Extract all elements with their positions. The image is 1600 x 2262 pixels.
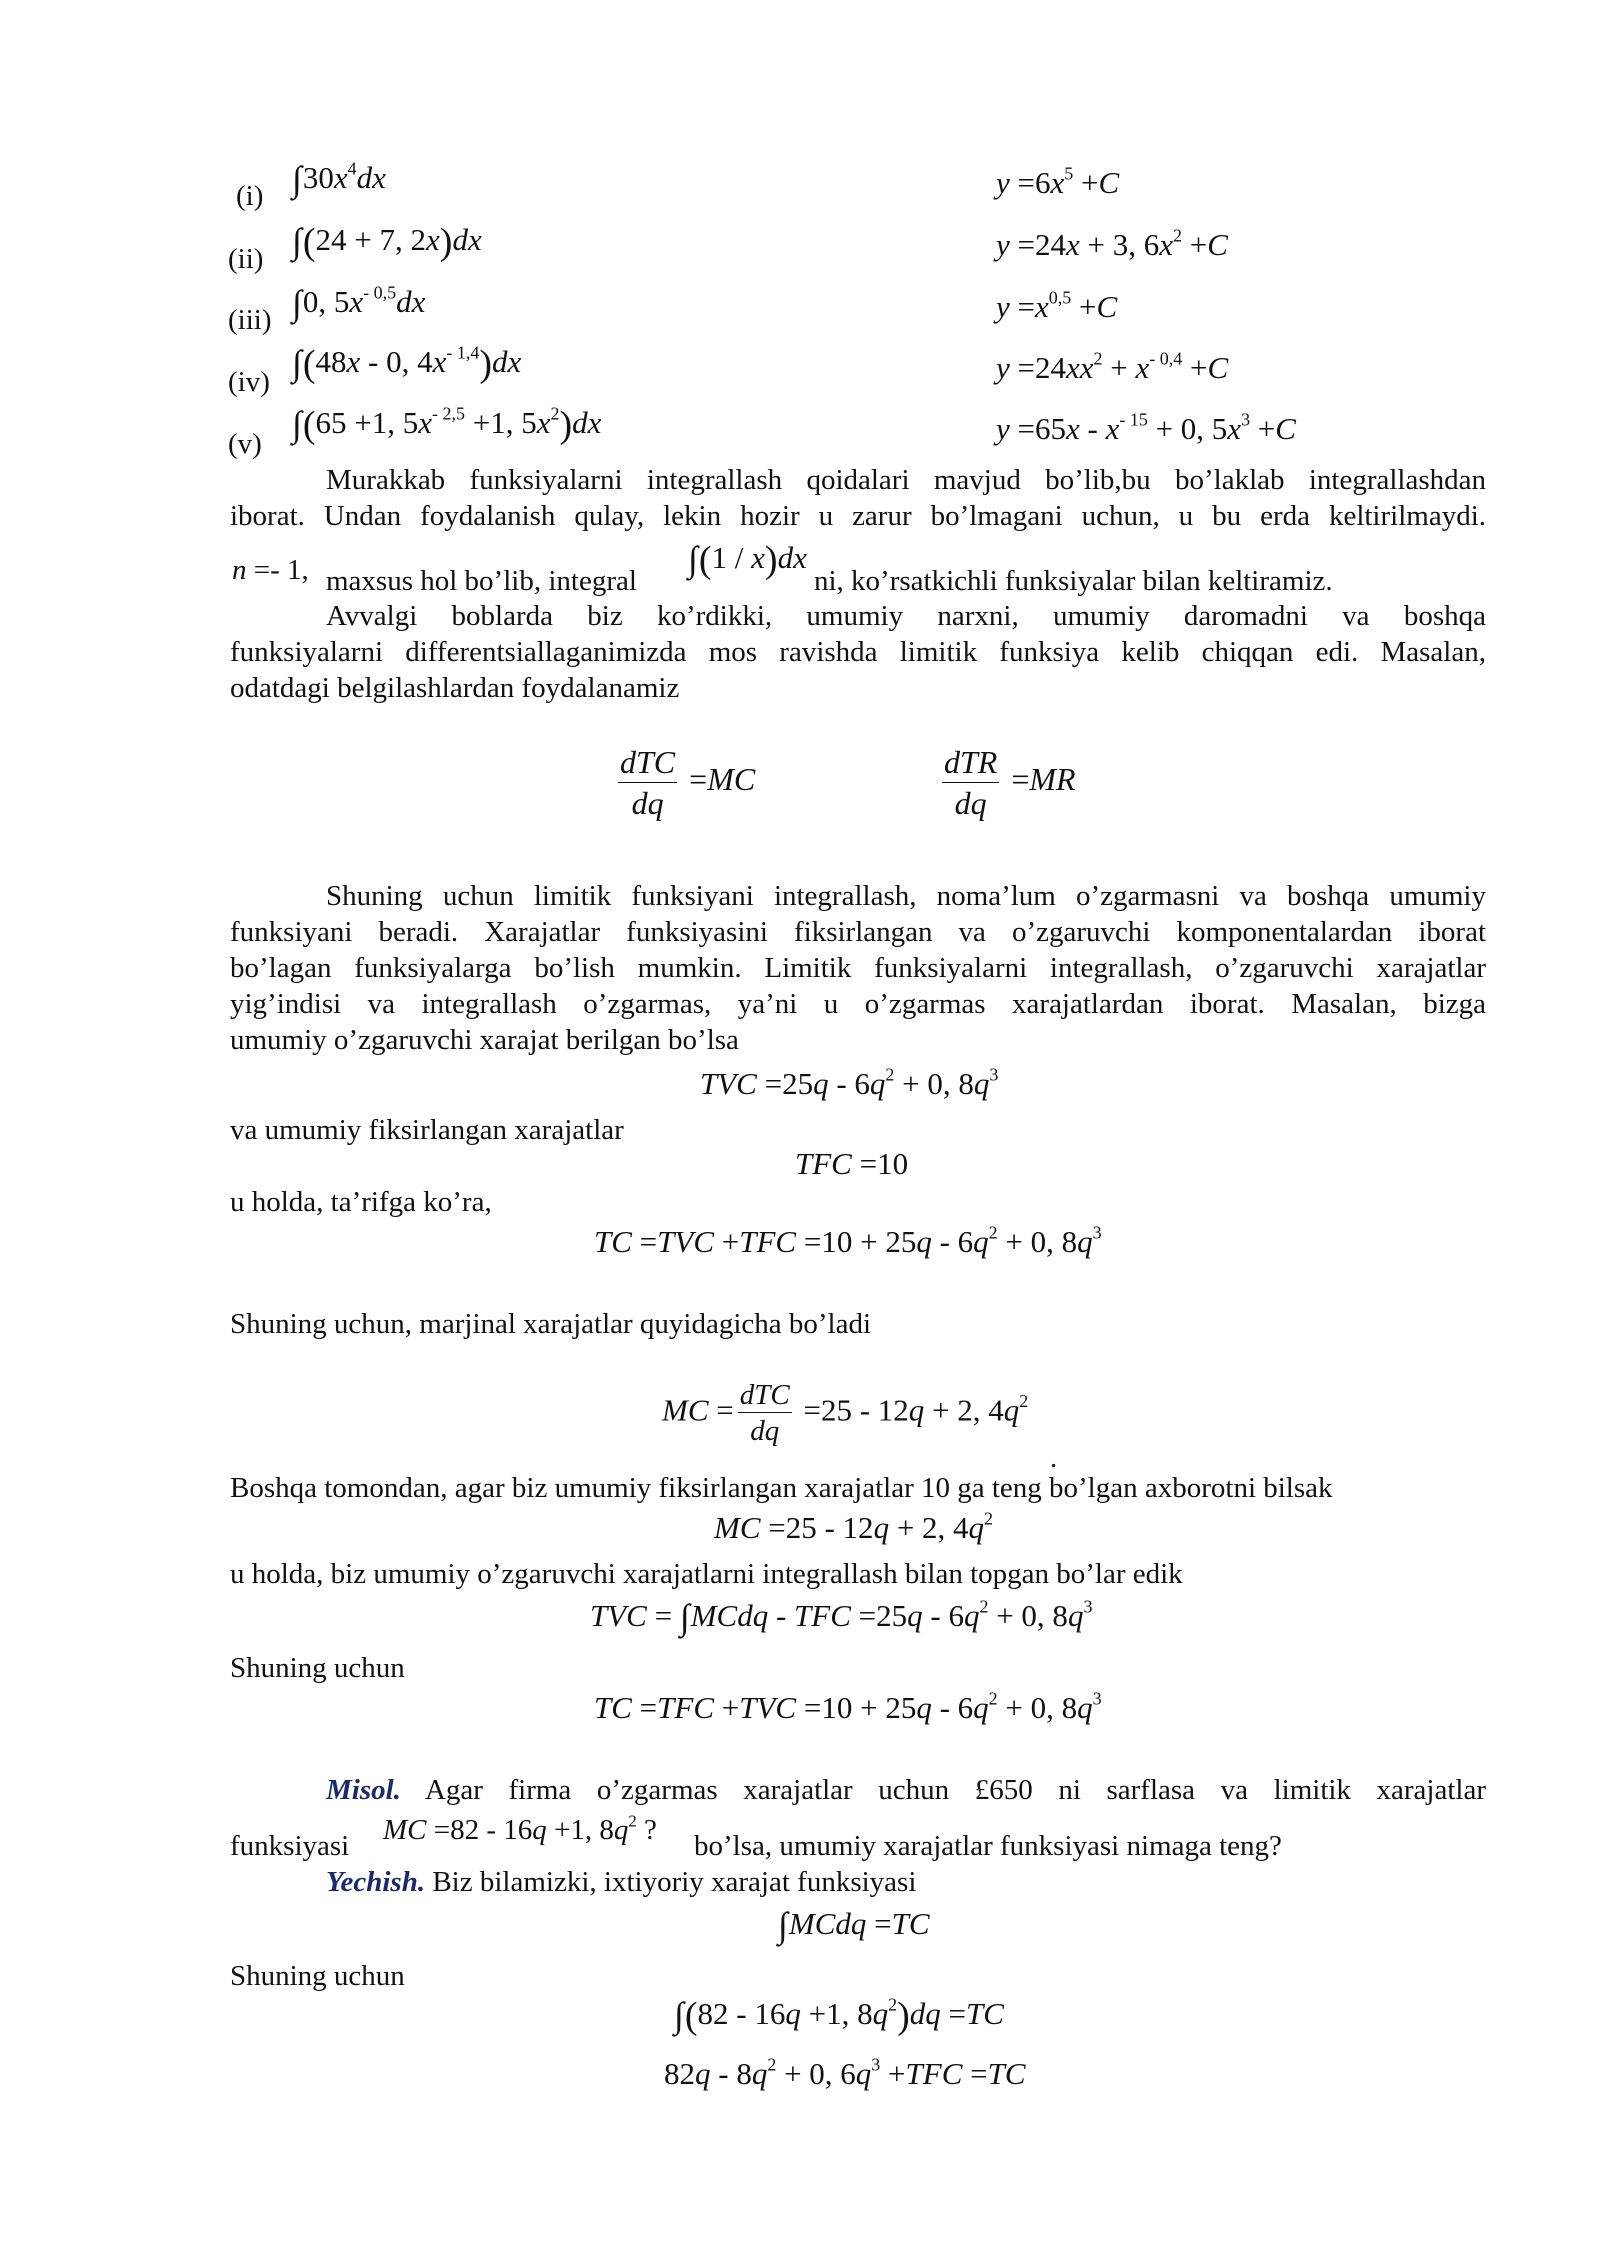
text-therefore-2: Shuning uchun [230,1960,405,1992]
text-marginal: Shuning uchun, marjinal xarajatlar quyidagicha bo’ladi [230,1308,872,1340]
formula-example-integral: ∫(82 - 16q +1, $8q^2)dq =TC$ [674,1994,1004,2037]
formula-mc-derivative: MC = $\frac{\text{dTC}}{dq}$ =25 - 12q + 2, $4q^2$ [662,1379,1029,1447]
solution-label: Yechish. [326,1866,426,1898]
paragraph-line: yig’indisi va integrallash o’zgarmas, ya’ni u o’zgarmas xarajatlardan iborat. Masalan, bizga [230,988,1486,1020]
exercise-label-2: (ii) [228,243,264,275]
example-line-2-start: funksiyasi [230,1830,350,1862]
formula-tvc-integral: TVC = ∫MCdq - TFC $=25q - 6q^2 + 0$, $8q^3$ [590,1596,1093,1637]
formula-integral-1-over-x: ∫(1 / x)dx [688,539,807,581]
paragraph-line: Shuning uchun limitik funksiyani integrallash, noma’lum o’zgarmasni va boshqa umumiy [326,880,1486,912]
example-line-1 [326,1772,1486,1808]
paragraph-line: odatdagi belgilashlardan foydalanamiz [230,672,680,704]
formula-dtr-dq: $\frac{\text{dTR}}{dq}$ =MR [944,744,1076,821]
text-tfc-intro: va umumiy fiksirlangan xarajatlar [230,1114,624,1146]
paragraph-line: funksiyani beradi. Xarajatlar funksiyasini fiksirlangan va o’zgaruvchi komponentalardan iborat [230,916,1486,948]
exercise-answer-1: $y =6x^5 +C$ [996,163,1120,200]
paragraph-line: Murakkab funksiyalarni integrallash qoidalari mavjud bo’lib,bu bo’laklab integrallashdan [326,464,1486,496]
text-therefore-1: Shuning uchun [230,1652,405,1684]
exercise-integral-5: ∫(65 +1, $5x^{- 2,5} +1$, $5x^2)dx$ [292,403,602,446]
exercise-answer-3: $y =x^{0,5} +C$ [996,287,1118,324]
formula-tc-integral: ∫MCdq =TC [778,1905,930,1945]
exercise-label-5: (v) [228,428,262,460]
paragraph-line: maxsus hol bo’lib, integral [326,565,637,597]
formula-mc: MC =25 - 12q + 2, $4q^2$ [714,1508,994,1545]
paragraph-line: bo’lagan funksiyalarga bo’lish mumkin. Limitik funksiyalarni integrallash, o’zgaruvchi xarajatlar [230,952,1486,984]
exercise-integral-4: ∫(48x - 0, $4x^{- 1,4})dx$ [292,342,522,385]
solution-text: Biz bilamizki, ixtiyoriy xarajat funksiyasi [432,1866,917,1898]
text-other-side: Boshqa tomondan, agar biz umumiy fiksirlangan xarajatlar 10 ga teng bo’lgan axborotni bilsak [230,1472,1333,1504]
exercise-label-4: (iv) [228,366,270,398]
paragraph-line: ni, ko’rsatkichli funksiyalar bilan keltiramiz. [814,565,1333,597]
paragraph-line: iborat. Undan foydalanish qulay, lekin hozir u zarur bo’lmagani uchun, u bu erda keltirilmaydi. [230,500,1486,532]
formula-tfc: TFC =10 [795,1146,909,1181]
formula-n-equals: n =- 1, [232,554,309,586]
exercise-integral-2: ∫(24 + 7, 2x)dx [292,221,482,263]
example-text: Agar firma o’zgarmas xarajatlar uchun £650 ni sarflasa va limitik xarajatlar [424,1774,1486,1806]
formula-example-mc: MC =82 - 16q +1, $8q^2$ ? [383,1811,657,1846]
exercise-label-1: (i) [236,180,264,212]
solution-line [326,1864,916,1900]
text-integrate: u holda, biz umumiy o’zgaruvchi xarajatlarni integrallash bilan topgan bo’lar edik [230,1558,1183,1590]
exercise-integral-3: ∫0, $5x^{- 0,5}dx$ [292,282,426,323]
example-line-2-end: bo’lsa, umumiy xarajatlar funksiyasi nimaga teng? [694,1830,1282,1862]
exercise-answer-4: $y =24xx^2 + x^{- 0,4} +C$ [996,348,1229,385]
formula-example-result: $82q - 8q^2 + 0$, $6q^3 +TFC =TC$ [664,2054,1026,2091]
formula-tc-2: TC $=TFC +TVC =10 + 25q - 6q^2 + 0$, $8q^3$ [594,1688,1102,1725]
example-label: Misol. [326,1774,401,1806]
paragraph-line: Avvalgi boblarda biz ko’rdikki, umumiy narxni, umumiy daromadni va boshqa [326,600,1486,632]
exercise-label-3: (iii) [228,304,272,336]
exercise-integral-1: $\int 30x^4dx$ [292,158,386,199]
formula-period: . [1050,1442,1058,1474]
exercise-answer-2: y =24x + 3, $6x^2 +C$ [996,225,1228,262]
text-definition: u holda, ta’rifga ko’ra, [230,1186,492,1218]
paragraph-line: funksiyalarni differentsiallaganimizda mos ravishda limitik funksiya kelib chiqqan edi. Masalan, [230,636,1486,668]
formula-tvc: TVC $=25q - 6q^2 + 0$, $8q^3$ [700,1064,999,1101]
formula-dtc-dq: $\frac{\text{dTC}}{dq}$ =MC [620,744,756,821]
paragraph-line: umumiy o’zgaruvchi xarajat berilgan bo’lsa [230,1024,739,1056]
formula-tc-1: TC $=TVC +TFC =10 + 25q - 6q^2 + 0$, $8q^3$ [594,1222,1102,1259]
exercise-answer-5: $y =65x - x^{- 15} + 0$, $5x^3 +C$ [996,409,1296,446]
